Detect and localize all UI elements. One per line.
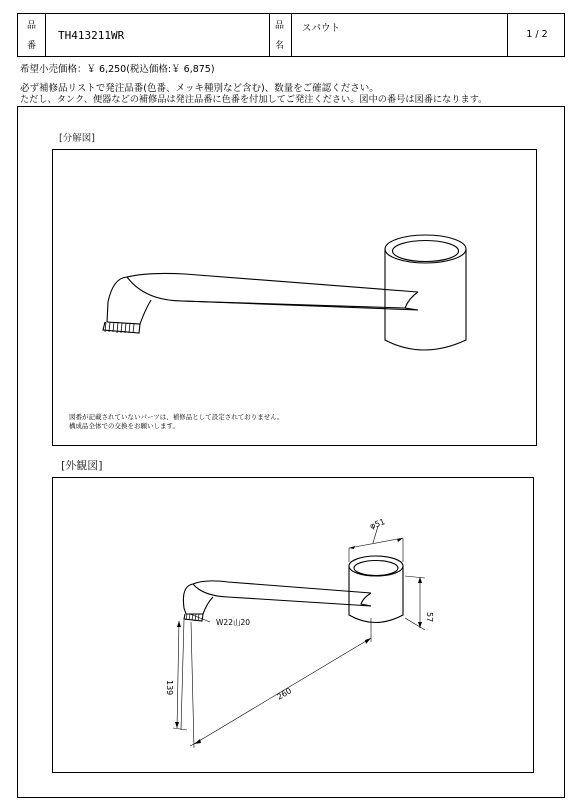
exploded-spout-drawing — [53, 150, 538, 447]
external-view-frame — [52, 477, 534, 773]
part-name: スパウト — [302, 23, 341, 34]
dim-length-label: 260 — [275, 686, 294, 702]
note-line-1: 必ず補修品リストで発注品番(色番、メッキ種別など含む)、数量をご確認ください。 — [20, 83, 379, 94]
external-view-label: [外観図] — [61, 459, 103, 472]
price-line: 希望小売価格：￥ 6,250(税込価格:￥ 6,875) — [20, 64, 215, 75]
part-name-label-cell — [270, 14, 292, 56]
part-no-label-top: 品 — [27, 21, 37, 31]
part-number: TH413211WR — [58, 29, 125, 42]
dim-body-height-label: 57 — [425, 612, 434, 623]
page-number: 1 / 2 — [526, 29, 548, 40]
exploded-note-line-2: 構成品全体での交換をお願いします。 — [69, 422, 179, 430]
note-line-2: ただし、タンク、便器などの補修品は発注品番に色番を付加してご発注ください。図中の番号は図番になります。 — [20, 94, 488, 105]
part-name-label-bottom: 名 — [275, 41, 285, 51]
exploded-view-frame — [52, 149, 537, 446]
part-no-label-bottom: 番 — [27, 41, 37, 51]
dim-thread-label: W22山20 — [216, 618, 251, 627]
dim-outlet-height-label: 139 — [165, 680, 174, 696]
header-table — [17, 13, 565, 57]
exploded-note-line-1: 図番が記載されていないパーツは、補修品として設定されておりません。 — [69, 413, 284, 421]
exploded-view-label: [分解図] — [59, 133, 95, 144]
part-name-label-top: 品 — [275, 21, 285, 31]
page-cell — [508, 14, 566, 56]
part-no-cell — [46, 14, 270, 56]
dim-diameter-label: φ51 — [368, 517, 387, 531]
part-no-label-cell — [18, 14, 46, 56]
part-name-cell — [292, 14, 508, 56]
external-spout-drawing — [53, 478, 535, 774]
